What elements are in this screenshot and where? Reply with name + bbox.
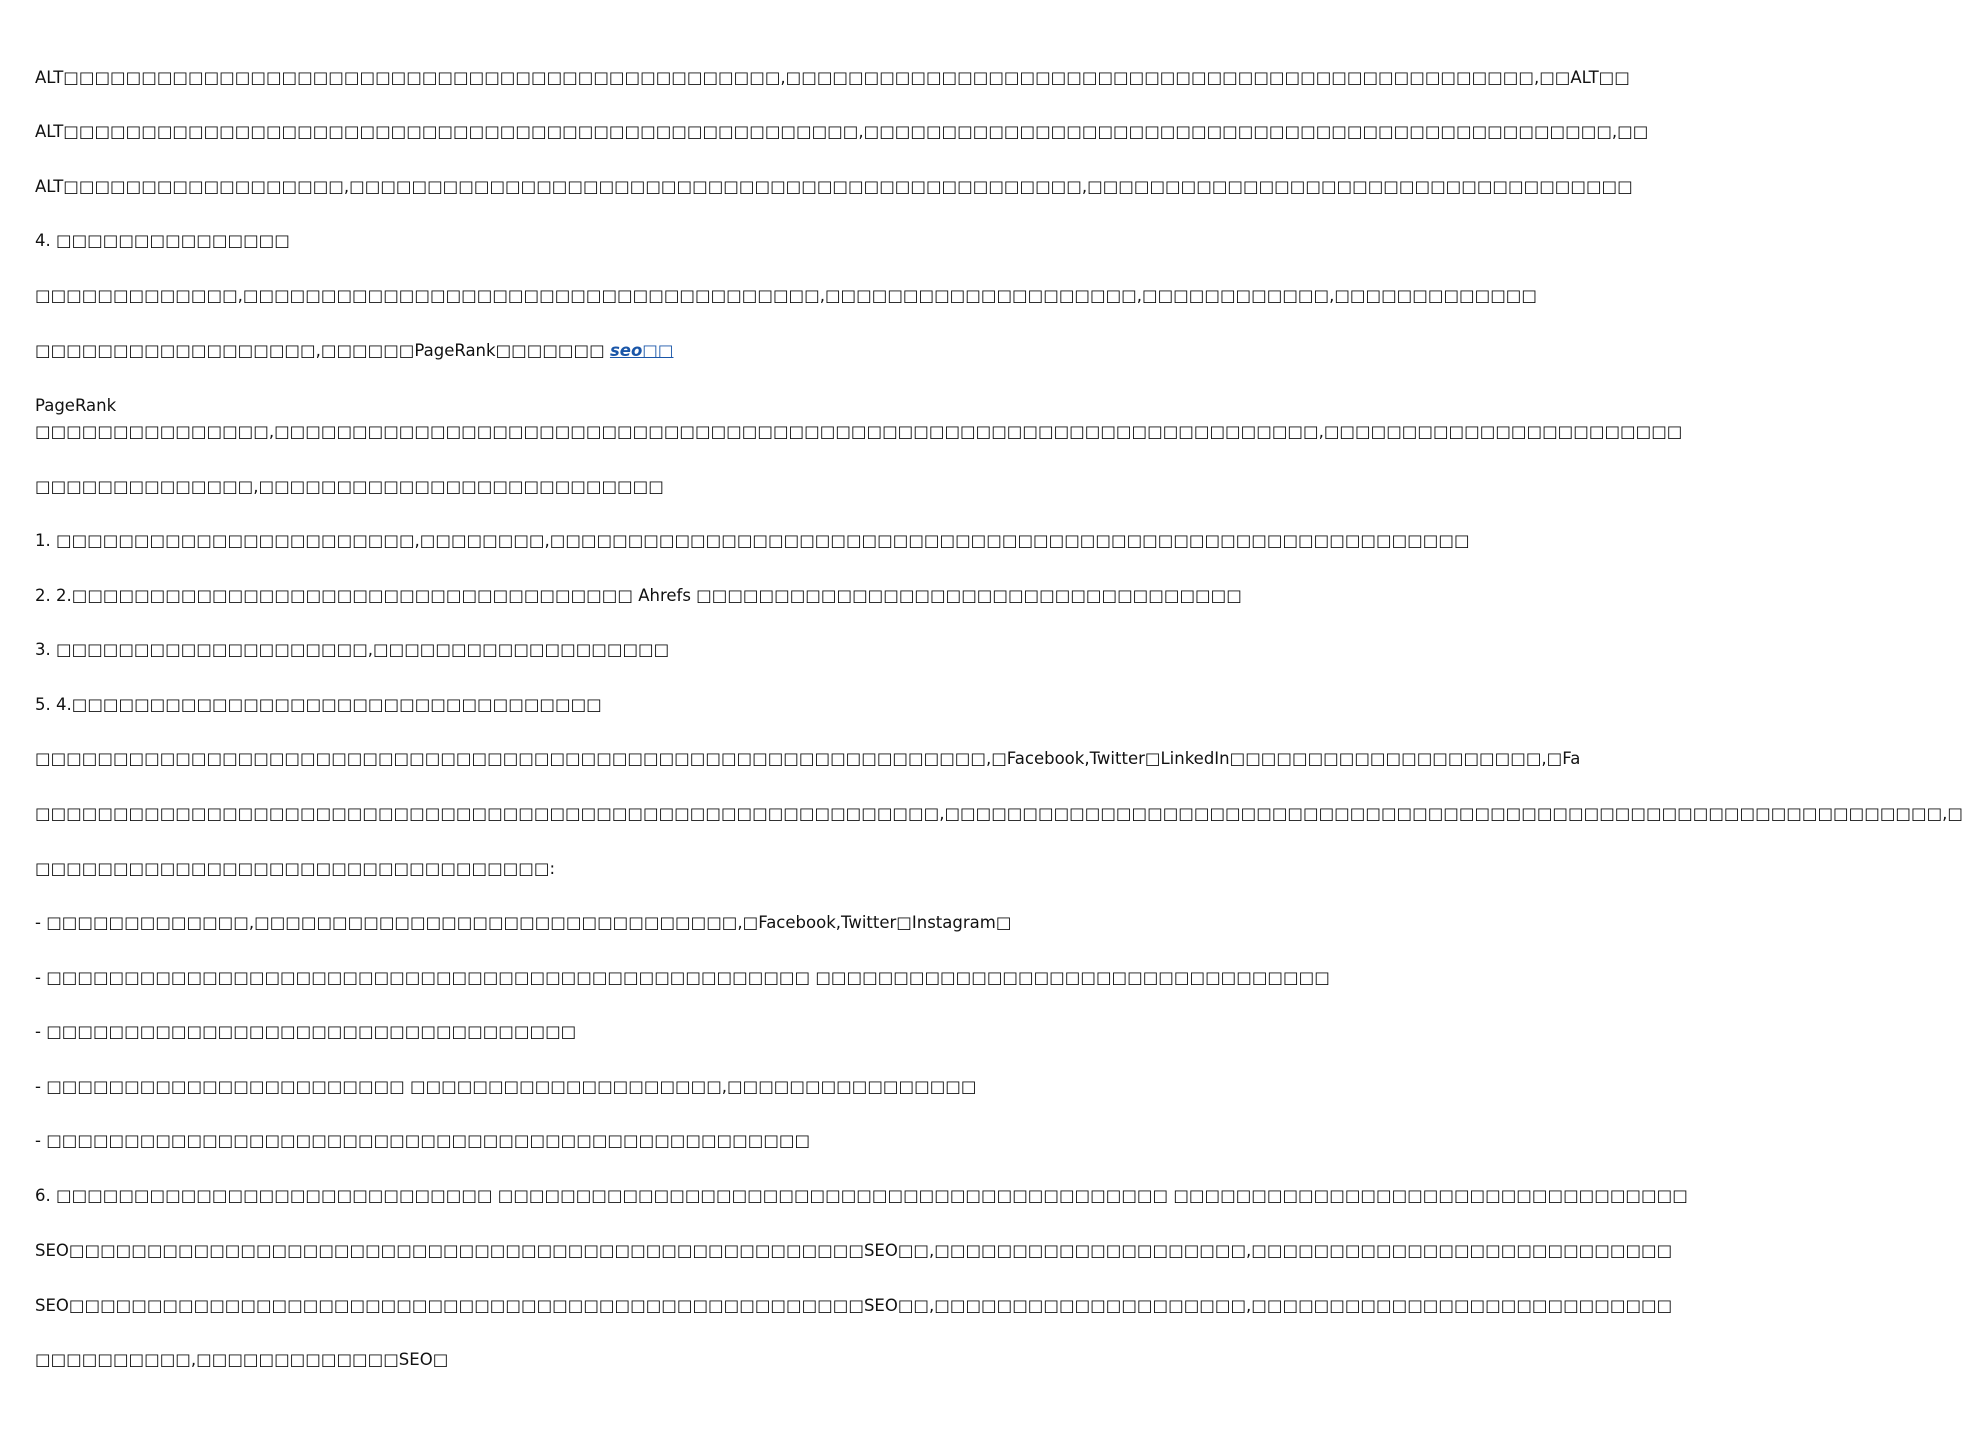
text-line: ALT□□□□□□□□□□□□□□□□□□□□□□□□□□□□□□□□□□□□□□□□□□□□□□,□□□□□□□□□□□□□□□□□□□□□□□□□□□□□□□□□□□□□□□□□□□□□□□□,□□ALT□□ xyxy=(35,68,1630,87)
text-line: □□□□□□□□□□,□□□□□□□□□□□□□SEO□ xyxy=(35,1350,449,1369)
text-line: SEO□□□□□□□□□□□□□□□□□□□□□□□□□□□□□□□□□□□□□□□□□□□□□□□□□□□SEO□□,□□□□□□□□□□□□□□□□□□□□,□□□□□□□□□□□□□□□□□□□□□□□□□□□ xyxy=(35,1296,1673,1315)
text-line: □□□□□□□□□□□□□□□□□□□□□□□□□□□□□□□□□□□□□□□□□□□□□□□□□□□□□□□□□□□□□,□Facebook,Twitter□LinkedIn□□□□□□□□□□□□□□□□□□□□,□Fa xyxy=(35,749,1581,768)
list-item: 3. □□□□□□□□□□□□□□□□□□□□,□□□□□□□□□□□□□□□□□□□ xyxy=(35,640,670,659)
list-item: 2. 2.□□□□□□□□□□□□□□□□□□□□□□□□□□□□□□□□□□□□ Ahrefs □□□□□□□□□□□□□□□□□□□□□□□□□□□□□□□□□□□ xyxy=(35,586,1242,605)
list-item: 1. □□□□□□□□□□□□□□□□□□□□□□□,□□□□□□□□,□□□□□□□□□□□□□□□□□□□□□□□□□□□□□□□□□□□□□□□□□□□□□□□□□□□□□□□□□□□ xyxy=(35,531,1470,550)
text-line: ALT□□□□□□□□□□□□□□□□□□□□□□□□□□□□□□□□□□□□□□□□□□□□□□□□□□□,□□□□□□□□□□□□□□□□□□□□□□□□□□□□□□□□□□□□□□□□□□□□□□□□,□□ xyxy=(35,122,1649,141)
bullet-item: - □□□□□□□□□□□□□□□□□□□□□□□□□□□□□□□□□□□□□□□□□□□□□□□□□ xyxy=(35,1131,811,1150)
text-line: ALT□□□□□□□□□□□□□□□□□□,□□□□□□□□□□□□□□□□□□□□□□□□□□□□□□□□□□□□□□□□□□□□□□□,□□□□□□□□□□□□□□□□□□□□□□□□□□□□□□□□□□□ xyxy=(35,177,1633,196)
bullet-item: - □□□□□□□□□□□□□□□□□□□□□□□□□□□□□□□□□□□□□□□□□□□□□□□□□ □□□□□□□□□□□□□□□□□□□□□□□□□□□□□□□□□ xyxy=(35,968,1330,987)
text-line: PageRank xyxy=(35,396,117,415)
text-line: SEO□□□□□□□□□□□□□□□□□□□□□□□□□□□□□□□□□□□□□□□□□□□□□□□□□□□SEO□□,□□□□□□□□□□□□□□□□□□□□,□□□□□□□□□□□□□□□□□□□□□□□□□□□ xyxy=(35,1241,1673,1260)
text-span: □□□□□□□□□□□□□□□□□□,□□□□□□PageRank□□□□□□□ xyxy=(35,341,610,360)
text-line: □□□□□□□□□□□□□□□□□□□□□□□□□□□□□□□□□: xyxy=(35,859,556,878)
text-line: □□□□□□□□□□□□□□□,□□□□□□□□□□□□□□□□□□□□□□□□□□□□□□□□□□□□□□□□□□□□□□□□□□□□□□□□□□□□□□□□□□□,□□□□□□□□□□□□□□□□□□□□□□□ xyxy=(35,422,1683,441)
section-heading: 4. □□□□□□□□□□□□□□□ xyxy=(35,231,290,250)
text-line: □□□□□□□□□□□□□□□□□□□□□□□□□□□□□□□□□□□□□□□□□□□□□□□□□□□□□□□□□□,□□□□□□□□□□□□□□□□□□□□□□□□□□□□□□□□□□□□□□□□□□□□□□□□□□□□□□□□□□□□□□□□,□ xyxy=(35,804,1963,823)
seo-link[interactable]: seo□□ xyxy=(609,341,674,360)
bullet-item: - □□□□□□□□□□□□□□□□□□□□□□□□□□□□□□□□□□ xyxy=(35,1022,577,1041)
bullet-item: - □□□□□□□□□□□□□□□□□□□□□□□ □□□□□□□□□□□□□□□□□□□□,□□□□□□□□□□□□□□□□ xyxy=(35,1077,977,1096)
text-line-with-link xyxy=(35,341,990,361)
text-line: □□□□□□□□□□□□□,□□□□□□□□□□□□□□□□□□□□□□□□□□□□□□□□□□□□□,□□□□□□□□□□□□□□□□□□□□,□□□□□□□□□□□□,□□□□□□□□□□□□□ xyxy=(35,286,1537,305)
section-heading: 6. □□□□□□□□□□□□□□□□□□□□□□□□□□□□ □□□□□□□□□□□□□□□□□□□□□□□□□□□□□□□□□□□□□□□□□□□ □□□□□□□□□□□□□□□□□□□□□□□□□□□□□□□□□ xyxy=(35,1186,1688,1205)
section-heading: 5. 4.□□□□□□□□□□□□□□□□□□□□□□□□□□□□□□□□□□ xyxy=(35,695,602,714)
text-line: □□□□□□□□□□□□□□,□□□□□□□□□□□□□□□□□□□□□□□□□□ xyxy=(35,477,664,496)
bullet-item: - □□□□□□□□□□□□□,□□□□□□□□□□□□□□□□□□□□□□□□□□□□□□□,□Facebook,Twitter□Instagram□ xyxy=(35,913,1012,932)
